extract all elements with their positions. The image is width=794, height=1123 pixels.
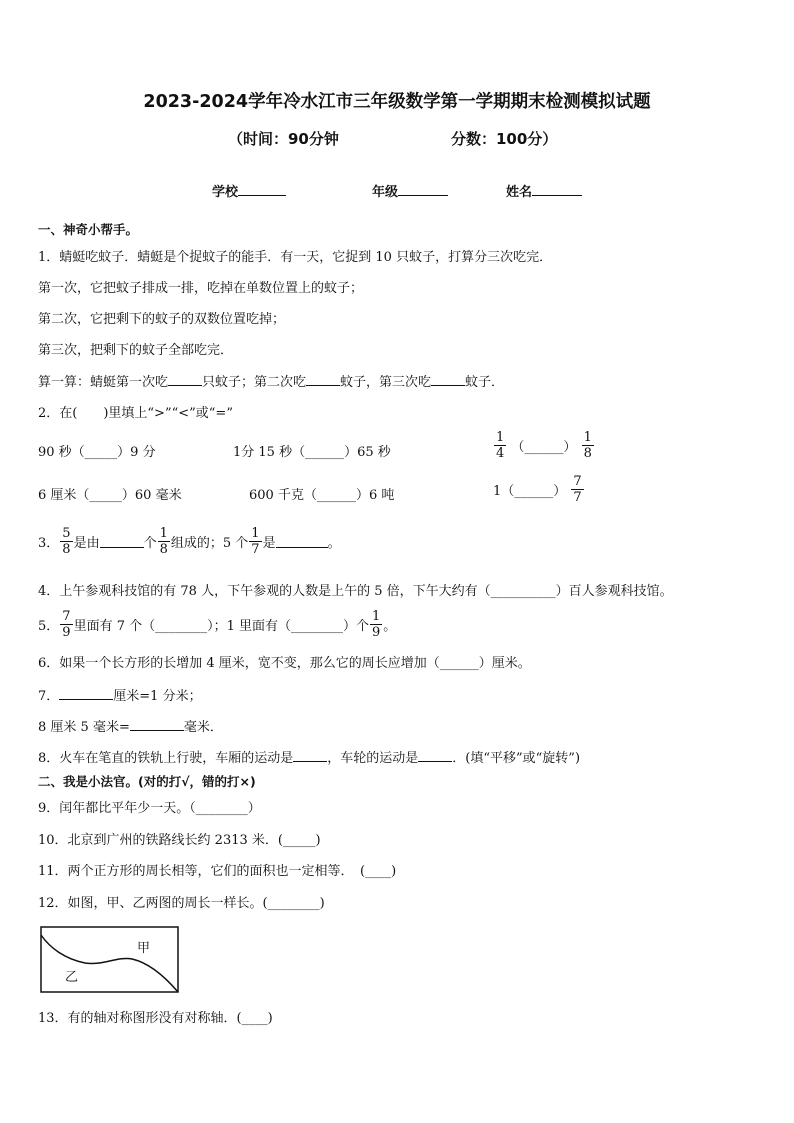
exam-time: （时间：90分钟 xyxy=(228,130,339,148)
q1-blank-2[interactable] xyxy=(306,373,340,386)
numerator: 1 xyxy=(251,526,260,541)
numerator: 7 xyxy=(62,609,71,624)
page-title: 2023-2024学年冷水江市三年级数学第一学期期末检测模拟试题 xyxy=(143,92,651,112)
q2-item-b[interactable]: 1分 15 秒（______）65 秒 xyxy=(233,445,391,460)
denominator: 8 xyxy=(62,542,71,557)
question-5 xyxy=(38,609,396,640)
fraction xyxy=(60,526,72,557)
question-1-line-2: 第一次，它把蚊子排成一排，吃掉在单数位置上的蚊子； xyxy=(38,281,364,296)
numerator: 7 xyxy=(573,474,582,489)
q2-item-c[interactable] xyxy=(493,430,595,461)
school-blank[interactable] xyxy=(238,183,286,196)
label-yi: 乙 xyxy=(65,970,79,985)
q2-item-e[interactable]: 600 千克（______）6 吨 xyxy=(249,488,395,503)
denominator: 9 xyxy=(62,625,71,640)
school-label: 学校 xyxy=(212,185,239,200)
q3-text: 组成的；5 个 xyxy=(170,536,249,551)
q8-text: ，车轮的运动是 xyxy=(327,751,419,766)
question-2-stem: 2．在( )里填上“>”“<”或“=” xyxy=(38,406,233,421)
q8-text: ．(填“平移”或“旋转”) xyxy=(452,751,581,766)
grade-field xyxy=(372,181,448,200)
denominator: 4 xyxy=(496,446,505,461)
denominator: 7 xyxy=(251,542,260,557)
q1-text-c: 蚊子，第三次吃 xyxy=(340,375,432,390)
denominator: 8 xyxy=(583,446,592,461)
fraction xyxy=(582,430,594,461)
q3-text: 是由 xyxy=(73,536,100,551)
q8-blank-2[interactable] xyxy=(418,749,452,762)
q7-text: 厘米=1 分米； xyxy=(113,689,202,704)
q7-text: 8 厘米 5 毫米= xyxy=(38,720,130,735)
denominator: 9 xyxy=(372,625,381,640)
question-11: 11．两个正方形的周长相等，它们的面积也一定相等． (____) xyxy=(38,864,397,879)
numerator: 1 xyxy=(583,430,592,445)
question-12: 12．如图，甲、乙两图的周长一样长。(________) xyxy=(38,896,325,911)
compare-text: 1（______） xyxy=(493,484,567,499)
compare-blank: （______） xyxy=(511,440,577,455)
school-field xyxy=(212,181,286,200)
q1-text-d: 蚊子． xyxy=(465,375,505,390)
question-1-line-4: 第三次，把剩下的蚊子全部吃完． xyxy=(38,343,234,358)
question-1-line-5 xyxy=(38,373,504,392)
q8-text: 8．火车在笔直的铁轨上行驶，车厢的运动是 xyxy=(38,751,294,766)
q3-text: 是 xyxy=(262,536,276,551)
question-3 xyxy=(38,526,341,557)
q3-blank-2[interactable] xyxy=(276,535,328,548)
q5-number: 5． xyxy=(38,619,60,634)
q7-number: 7． xyxy=(38,689,60,704)
q3-text: 个 xyxy=(143,536,157,551)
q1-text-b: 只蚊子；第二次吃 xyxy=(202,375,307,390)
question-10: 10．北京到广州的铁路线长约 2313 米．(_____) xyxy=(38,833,321,848)
q3-text: 。 xyxy=(327,536,341,551)
question-8 xyxy=(38,749,580,768)
denominator: 7 xyxy=(573,490,582,505)
question-9: 9．闰年都比平年少一天。（________） xyxy=(38,801,261,816)
q7-blank-1[interactable] xyxy=(59,687,113,700)
grade-label: 年级 xyxy=(372,185,399,200)
q2-item-a[interactable]: 90 秒（_____）9 分 xyxy=(38,445,156,460)
q7-blank-2[interactable] xyxy=(130,718,184,731)
question-7-line-2 xyxy=(38,718,223,737)
figure-curve xyxy=(41,935,178,992)
q3-number: 3． xyxy=(38,536,60,551)
fraction xyxy=(249,526,261,557)
q1-blank-1[interactable] xyxy=(168,373,202,386)
q2-item-f[interactable] xyxy=(493,474,585,505)
name-field xyxy=(506,181,582,200)
grade-blank[interactable] xyxy=(398,183,448,196)
q1-blank-3[interactable] xyxy=(431,373,465,386)
q8-blank-1[interactable] xyxy=(293,749,327,762)
question-13: 13．有的轴对称图形没有对称轴．(____) xyxy=(38,1011,273,1026)
denominator: 8 xyxy=(159,542,168,557)
numerator: 1 xyxy=(496,430,505,445)
section-2-title: 二、我是小法官。(对的打√，错的打×) xyxy=(38,774,256,789)
fraction xyxy=(571,474,583,505)
question-4: 4．上午参观科技馆的有 78 人，下午参观的人数是上午的 5 倍，下午大约有（__________）百人参观科技馆。 xyxy=(38,584,673,599)
section-1-title: 一、神奇小帮手。 xyxy=(38,222,139,237)
fraction xyxy=(60,609,72,640)
q5-text: 。 xyxy=(383,619,397,634)
fraction xyxy=(494,430,506,461)
numerator: 1 xyxy=(372,609,381,624)
name-blank[interactable] xyxy=(532,183,582,196)
fraction xyxy=(158,526,170,557)
name-label: 姓名 xyxy=(506,185,533,200)
numerator: 5 xyxy=(62,526,71,541)
question-1-line-1: 1．蜻蜓吃蚊子．蜻蜓是个捉蚊子的能手．有一天，它捉到 10 只蚊子，打算分三次吃完． xyxy=(38,250,553,265)
fraction xyxy=(370,609,382,640)
question-1-line-3: 第二次，它把剩下的蚊子的双数位置吃掉； xyxy=(38,312,286,327)
q3-blank-1[interactable] xyxy=(100,535,144,548)
q5-text: 里面有 7 个（________）；1 里面有（________）个 xyxy=(73,619,370,634)
q2-item-d[interactable]: 6 厘米（_____）60 毫米 xyxy=(38,488,182,503)
perimeter-figure xyxy=(40,926,180,994)
question-7-line-1 xyxy=(38,687,202,706)
numerator: 1 xyxy=(159,526,168,541)
q1-text-a: 算一算：蜻蜓第一次吃 xyxy=(38,375,169,390)
exam-score: 分数：100分） xyxy=(451,130,558,148)
figure-rectangle xyxy=(41,927,178,992)
question-6: 6．如果一个长方形的长增加 4 厘米，宽不变，那么它的周长应增加（______）厘米。 xyxy=(38,656,531,671)
q7-text: 毫米． xyxy=(183,720,223,735)
label-jia: 甲 xyxy=(137,941,151,956)
